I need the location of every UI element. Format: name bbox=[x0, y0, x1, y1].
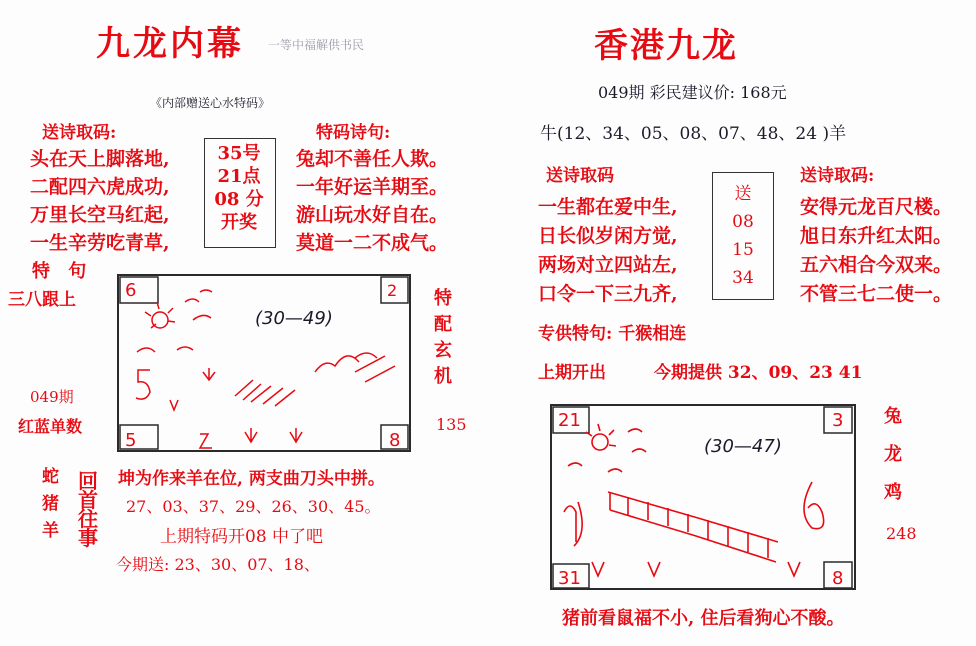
right-side-number: 248 bbox=[886, 524, 917, 543]
poem-line: 五六相合今双来。 bbox=[800, 254, 953, 276]
poem-line: 一年好运羊期至。 bbox=[296, 176, 449, 198]
right-send-box-text: 送 08 15 34 bbox=[732, 184, 754, 288]
right-issue-line: 049期 彩民建议价: 168元 bbox=[598, 83, 787, 102]
corner-bottom-right: 8 bbox=[832, 568, 844, 589]
right-poem-left bbox=[538, 193, 678, 309]
poem-line: 莫道一二不成气。 bbox=[296, 232, 449, 254]
right-ox-line: 牛(12、34、05、08、07、48、24 )羊 bbox=[540, 124, 847, 144]
left-bottom-chars: 蛇 猪 羊 bbox=[42, 467, 59, 541]
poem-line: 不管三七二使一。 bbox=[800, 283, 953, 305]
left-side-number: 135 bbox=[436, 415, 467, 434]
left-verse: 坤为作来羊在位, 两支曲刀头中拼。 bbox=[118, 469, 385, 489]
draw-label: 开奖 bbox=[221, 212, 257, 233]
left-notice: 《内部赠送心水特码》 bbox=[150, 96, 271, 110]
poem-line: 旭日东升红太阳。 bbox=[800, 225, 953, 247]
left-poem-right-heading: 特码诗句: bbox=[316, 123, 391, 143]
corner-top-left: 6 bbox=[125, 280, 137, 301]
right-side-chars: 兔 龙 鸡 bbox=[884, 406, 902, 503]
left-draw-box-text bbox=[206, 142, 272, 234]
poem-line: 一生辛劳吃青草, bbox=[30, 232, 170, 254]
left-issue-desc: 红蓝单数 bbox=[18, 417, 83, 436]
poem-line: 二配四六虎成功, bbox=[30, 176, 170, 198]
right-poem-right bbox=[800, 193, 952, 309]
right-provide: 今期提供 32、09、23 41 bbox=[654, 363, 863, 383]
range-label: (30—47) bbox=[704, 436, 782, 457]
right-poem-heading: 送诗取码 bbox=[546, 166, 614, 186]
left-numbers: 27、03、37、29、26、30、45。 bbox=[126, 497, 381, 516]
corner-bottom-left: 31 bbox=[558, 568, 581, 589]
left-title: 九龙内幕 bbox=[96, 24, 244, 64]
poem-line: 头在天上脚落地, bbox=[30, 148, 170, 170]
left-side-chars: 特 配 玄 机 bbox=[434, 288, 452, 387]
corner-top-right: 2 bbox=[387, 281, 398, 300]
right-special: 专供特句: 千猴相连 bbox=[538, 324, 687, 344]
draw-minute: 08 分 bbox=[214, 189, 264, 210]
left-special-phrase: 三八跟上 bbox=[8, 290, 76, 310]
draw-number: 35号 bbox=[217, 143, 261, 164]
poem-line: 万里长空马红起, bbox=[30, 204, 170, 226]
poem-line: 日长似岁闲方觉, bbox=[538, 225, 678, 247]
left-special-heading: 特 句 bbox=[32, 261, 93, 282]
left-today: 今期送: 23、30、07、18、 bbox=[116, 555, 320, 574]
left-issue: 049期 bbox=[30, 388, 74, 406]
left-stamp: 回 首 往 事 bbox=[78, 469, 98, 550]
right-last-label: 上期开出 bbox=[538, 363, 606, 383]
poem-line: 一生都在爱中生, bbox=[538, 196, 678, 218]
left-subtitle: 一等中福解供书民 bbox=[268, 38, 365, 52]
left-sketch-grid bbox=[115, 272, 415, 456]
corner-top-left: 21 bbox=[558, 410, 581, 431]
left-last-result: 上期特码开08 中了吧 bbox=[160, 527, 324, 547]
poem-line: 口令一下三九齐, bbox=[538, 283, 678, 305]
corner-top-right: 3 bbox=[832, 410, 844, 431]
corner-bottom-right: 8 bbox=[389, 430, 401, 451]
corner-bottom-left: 5 bbox=[125, 430, 137, 451]
left-poem-left bbox=[30, 145, 170, 257]
poem-line: 安得元龙百尺楼。 bbox=[800, 196, 953, 218]
poem-line: 兔却不善任人欺。 bbox=[296, 148, 449, 170]
range-label: (30—49) bbox=[255, 308, 333, 329]
left-poem-heading: 送诗取码: bbox=[42, 123, 117, 143]
poem-line: 游山玩水好自在。 bbox=[296, 204, 449, 226]
right-sketch-grid bbox=[548, 402, 860, 594]
right-poem-right-heading: 送诗取码: bbox=[800, 166, 875, 186]
poem-line: 两场对立四站左, bbox=[538, 254, 678, 276]
left-poem-right bbox=[296, 145, 448, 257]
draw-hour: 21点 bbox=[217, 166, 261, 187]
right-title: 香港九龙 bbox=[594, 26, 738, 66]
right-footer: 猪前看鼠福不小, 住后看狗心不酸。 bbox=[562, 608, 845, 629]
